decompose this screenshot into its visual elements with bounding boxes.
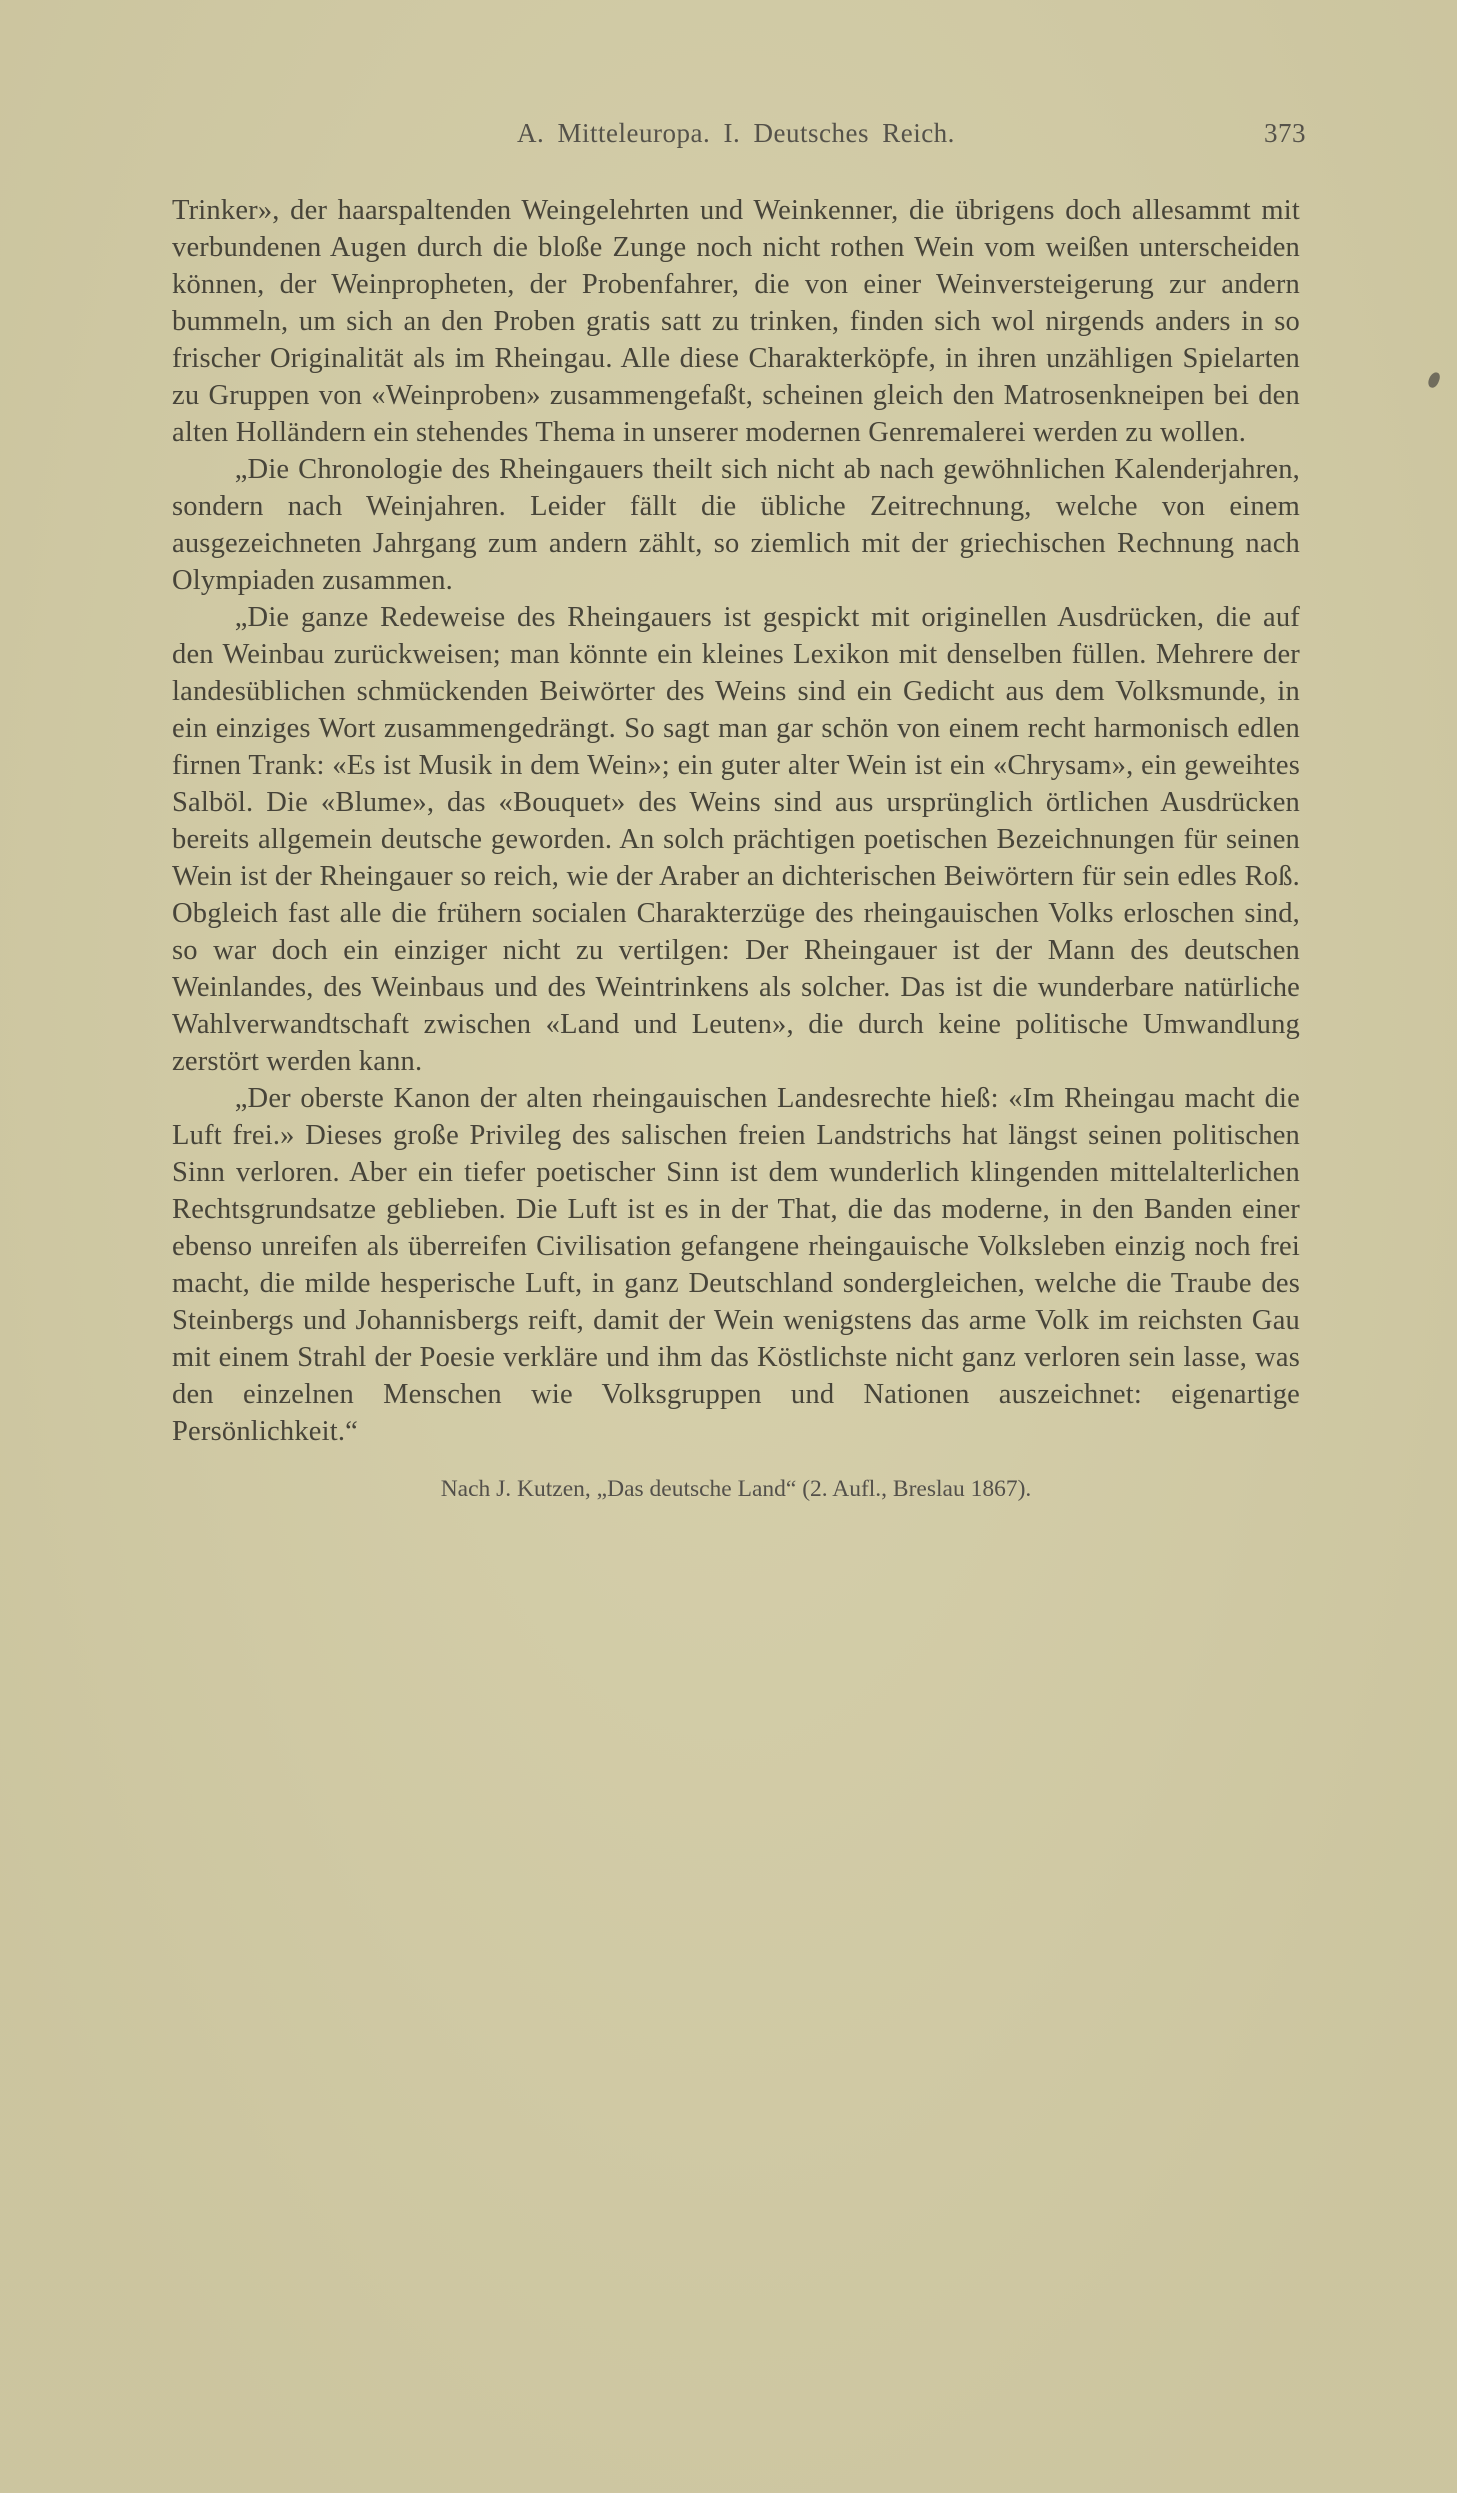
text-column — [172, 118, 1306, 1503]
paragraph: Trinker», der haarspaltenden Weingelehrten und Weinkenner, die übrigens doch allesammt mit verbundenen Augen durch die bloße Zunge noch nicht rothen Wein vom weißen unterscheiden können, der Weinpropheten, der Probenfahrer, die von einer Weinversteigerung zur andern bummeln, um sich an den Proben gratis satt zu trinken, finden sich wol nirgends anders in so frischer Originalität als im Rheingau. Alle diese Charakterköpfe, in ihren unzähligen Spielarten zu Gruppen von «Weinproben» zusammengefaßt, scheinen gleich den Matrosenkneipen bei den alten Holländern ein stehendes Thema in unserer modernen Genremalerei werden zu wollen. — [172, 195, 1300, 448]
running-title: A. Mitteleuropa. I. Deutsches Reich. — [517, 118, 955, 148]
page-number: 373 — [1264, 118, 1306, 148]
paragraph: „Der oberste Kanon der alten rheingauischen Landesrechte hieß: «Im Rheingau macht die Luft frei.» Dieses große Privileg des salischen freien Landstrichs hat längst seinen politischen Sinn verloren. Aber ein tiefer poetischer Sinn ist dem wunderlich klingenden mittelalterlichen Rechtsgrundsatze geblieben. Die Luft ist es in der That, die das moderne, in den Banden einer ebenso unreifen als überreifen Civilisation gefangene rheingauische Volksleben einzig noch frei macht, die milde hesperische Luft, in ganz Deutschland sondergleichen, welche die Traube des Steinbergs und Johannisbergs reift, damit der Wein wenigstens das arme Volk im reichsten Gau mit einem Strahl der Poesie verkläre und ihm das Köstlichste nicht ganz verloren sein lasse, was den einzelnen Menschen wie Volksgruppen und Nationen auszeichnet: eigenartige Persönlichkeit.“ — [172, 1083, 1300, 1447]
ink-speck — [1427, 371, 1441, 389]
paragraph: „Die ganze Redeweise des Rheingauers ist gespickt mit originellen Ausdrücken, die auf den Weinbau zurückweisen; man könnte ein kleines Lexikon mit denselben füllen. Mehrere der landesüblichen schmückenden Beiwörter des Weins sind ein Gedicht aus dem Volksmunde, in ein einziges Wort zusammengedrängt. So sagt man gar schön von einem recht harmonisch edlen firnen Trank: «Es ist Musik in dem Wein»; ein guter alter Wein ist ein «Chrysam», ein geweihtes Salböl. Die «Blume», das «Bouquet» des Weins sind aus ursprünglich örtlichen Ausdrücken bereits allgemein deutsche geworden. An solch prächtigen poetischen Bezeichnungen für seinen Wein ist der Rheingauer so reich, wie der Araber an dichterischen Beiwörtern für sein edles Roß. Obgleich fast alle die frühern socialen Charakterzüge des rheingauischen Volks erloschen sind, so war doch ein einziger nicht zu vertilgen: Der Rheingauer ist der Mann des deutschen Weinlandes, des Weinbaus und des Weintrinkens als solcher. Das ist die wunderbare natürliche Wahlverwandtschaft zwischen «Land und Leuten», die durch keine politische Umwandlung zerstört werden kann. — [172, 602, 1300, 1077]
footnote: Nach J. Kutzen, „Das deutsche Land“ (2. Aufl., Breslau 1867). — [440, 1476, 1032, 1502]
paragraph: „Die Chronologie des Rheingauers theilt sich nicht ab nach gewöhnlichen Kalenderjahren, sondern nach Weinjahren. Leider fällt die übliche Zeitrechnung, welche von einem ausgezeichneten Jahrgang zum andern zählt, so ziemlich mit der griechischen Rechnung nach Olympiaden zusammen. — [172, 454, 1300, 596]
body-text — [172, 192, 1300, 1450]
page-header — [172, 118, 1306, 164]
